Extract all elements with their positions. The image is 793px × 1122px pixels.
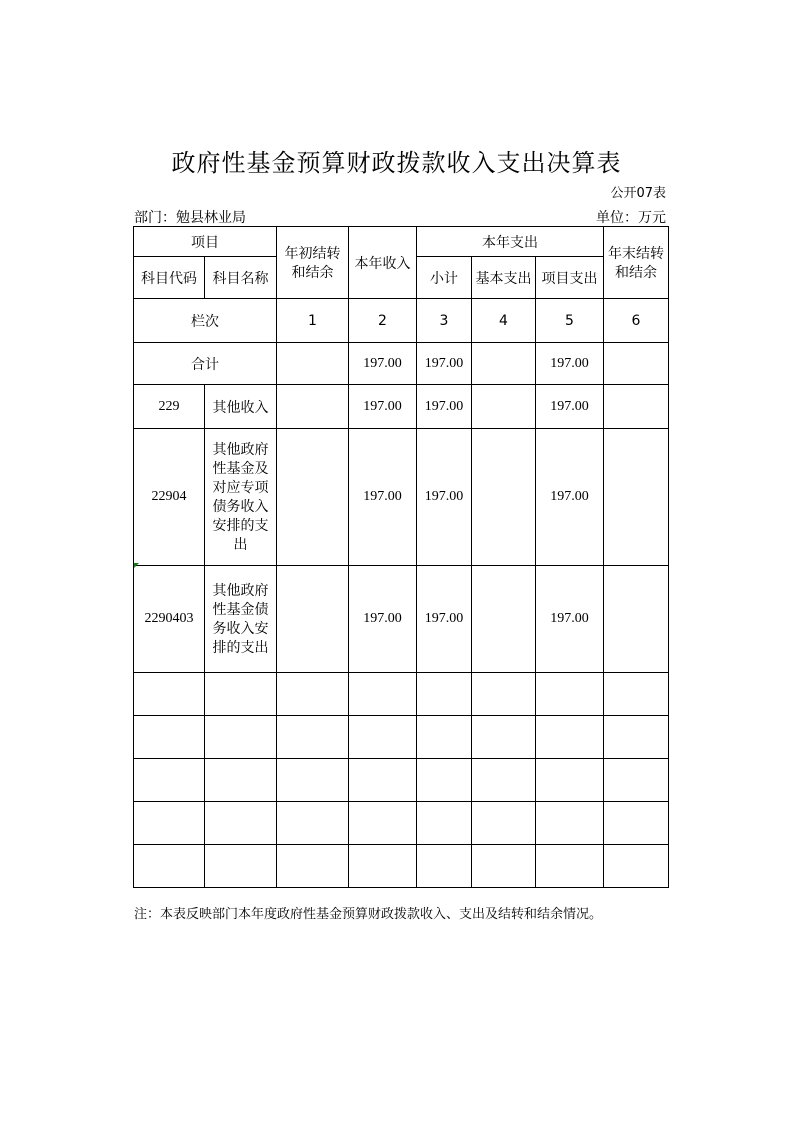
form-code: 公开07表 (610, 186, 666, 201)
row-name-line: 性基金债 (212, 602, 269, 618)
header-project-expense: 项目支出 (536, 257, 604, 299)
header-name: 科目名称 (205, 257, 277, 299)
total-carryover-begin (277, 343, 349, 385)
header-carryover-begin (277, 227, 349, 299)
row-name-line: 其他政府 (212, 583, 269, 599)
header-subtotal: 小计 (417, 257, 472, 299)
total-income: 197.00 (349, 343, 417, 385)
department-label: 部门：勉县林业局 (134, 210, 246, 226)
row-income: 197.00 (349, 429, 417, 566)
column-number: 4 (472, 299, 536, 343)
header-project: 项目 (134, 227, 277, 257)
row-code: 2290403 (134, 566, 205, 673)
empty-row (134, 716, 669, 759)
total-subtotal: 197.00 (417, 343, 472, 385)
row-name: 其他收入 (205, 385, 277, 429)
empty-row (134, 673, 669, 716)
row-income: 197.00 (349, 385, 417, 429)
row-carryover-begin (277, 566, 349, 673)
row-name-line: 对应专项 (212, 480, 269, 496)
row-subtotal: 197.00 (417, 429, 472, 566)
page-title: 政府性基金预算财政拨款收入支出决算表 (171, 149, 622, 177)
row-basic (472, 566, 536, 673)
row-name-line: 性基金及 (212, 461, 269, 477)
row-name-line: 安排的支 (212, 518, 269, 534)
cell-comment-marker (134, 563, 139, 568)
row-carryover-end (604, 385, 669, 429)
empty-row (134, 759, 669, 802)
total-project-expense: 197.00 (536, 343, 604, 385)
empty-row (134, 845, 669, 888)
header-code: 科目代码 (134, 257, 205, 299)
row-carryover-begin (277, 385, 349, 429)
row-carryover-end (604, 429, 669, 566)
row-subtotal: 197.00 (417, 385, 472, 429)
row-code: 229 (134, 385, 205, 429)
row-name (205, 566, 277, 673)
row-name-line: 债务收入 (212, 499, 269, 515)
row-code: 22904 (134, 429, 205, 566)
row-name-lines (213, 439, 269, 555)
table-row (134, 566, 669, 673)
row-project-expense: 197.00 (536, 566, 604, 673)
row-name-line: 排的支出 (212, 640, 269, 656)
row-name-line: 其他政府 (212, 442, 269, 458)
total-carryover-end (604, 343, 669, 385)
column-number-row (134, 299, 669, 343)
row-carryover-begin (277, 429, 349, 566)
table-row (134, 385, 669, 429)
column-number-label: 栏次 (134, 299, 277, 343)
row-basic (472, 385, 536, 429)
column-number: 6 (604, 299, 669, 343)
unit-label: 单位：万元 (596, 210, 666, 226)
table-row (134, 429, 669, 566)
header-basic: 基本支出 (472, 257, 536, 299)
header-carryover-end-text: 年末结转和结余 (608, 245, 664, 281)
budget-table (133, 226, 669, 888)
header-expense: 本年支出 (417, 227, 604, 257)
column-number: 2 (349, 299, 417, 343)
row-name (205, 429, 277, 566)
row-name-lines (213, 580, 269, 658)
row-basic (472, 429, 536, 566)
empty-row (134, 802, 669, 845)
row-name-line: 务收入安 (212, 621, 269, 637)
column-number: 3 (417, 299, 472, 343)
header-carryover-end (604, 227, 669, 299)
row-project-expense: 197.00 (536, 429, 604, 566)
row-income: 197.00 (349, 566, 417, 673)
column-number: 5 (536, 299, 604, 343)
row-subtotal: 197.00 (417, 566, 472, 673)
row-carryover-end (604, 566, 669, 673)
total-label: 合计 (134, 343, 277, 385)
footnote: 注：本表反映部门本年度政府性基金预算财政拨款收入、支出及结转和结余情况。 (134, 907, 603, 922)
header-carryover-begin-text: 年初结转和结余 (284, 245, 341, 281)
total-basic (472, 343, 536, 385)
row-project-expense: 197.00 (536, 385, 604, 429)
row-name-line: 出 (233, 537, 248, 553)
total-row (134, 343, 669, 385)
column-number: 1 (277, 299, 349, 343)
header-income: 本年收入 (349, 227, 417, 299)
